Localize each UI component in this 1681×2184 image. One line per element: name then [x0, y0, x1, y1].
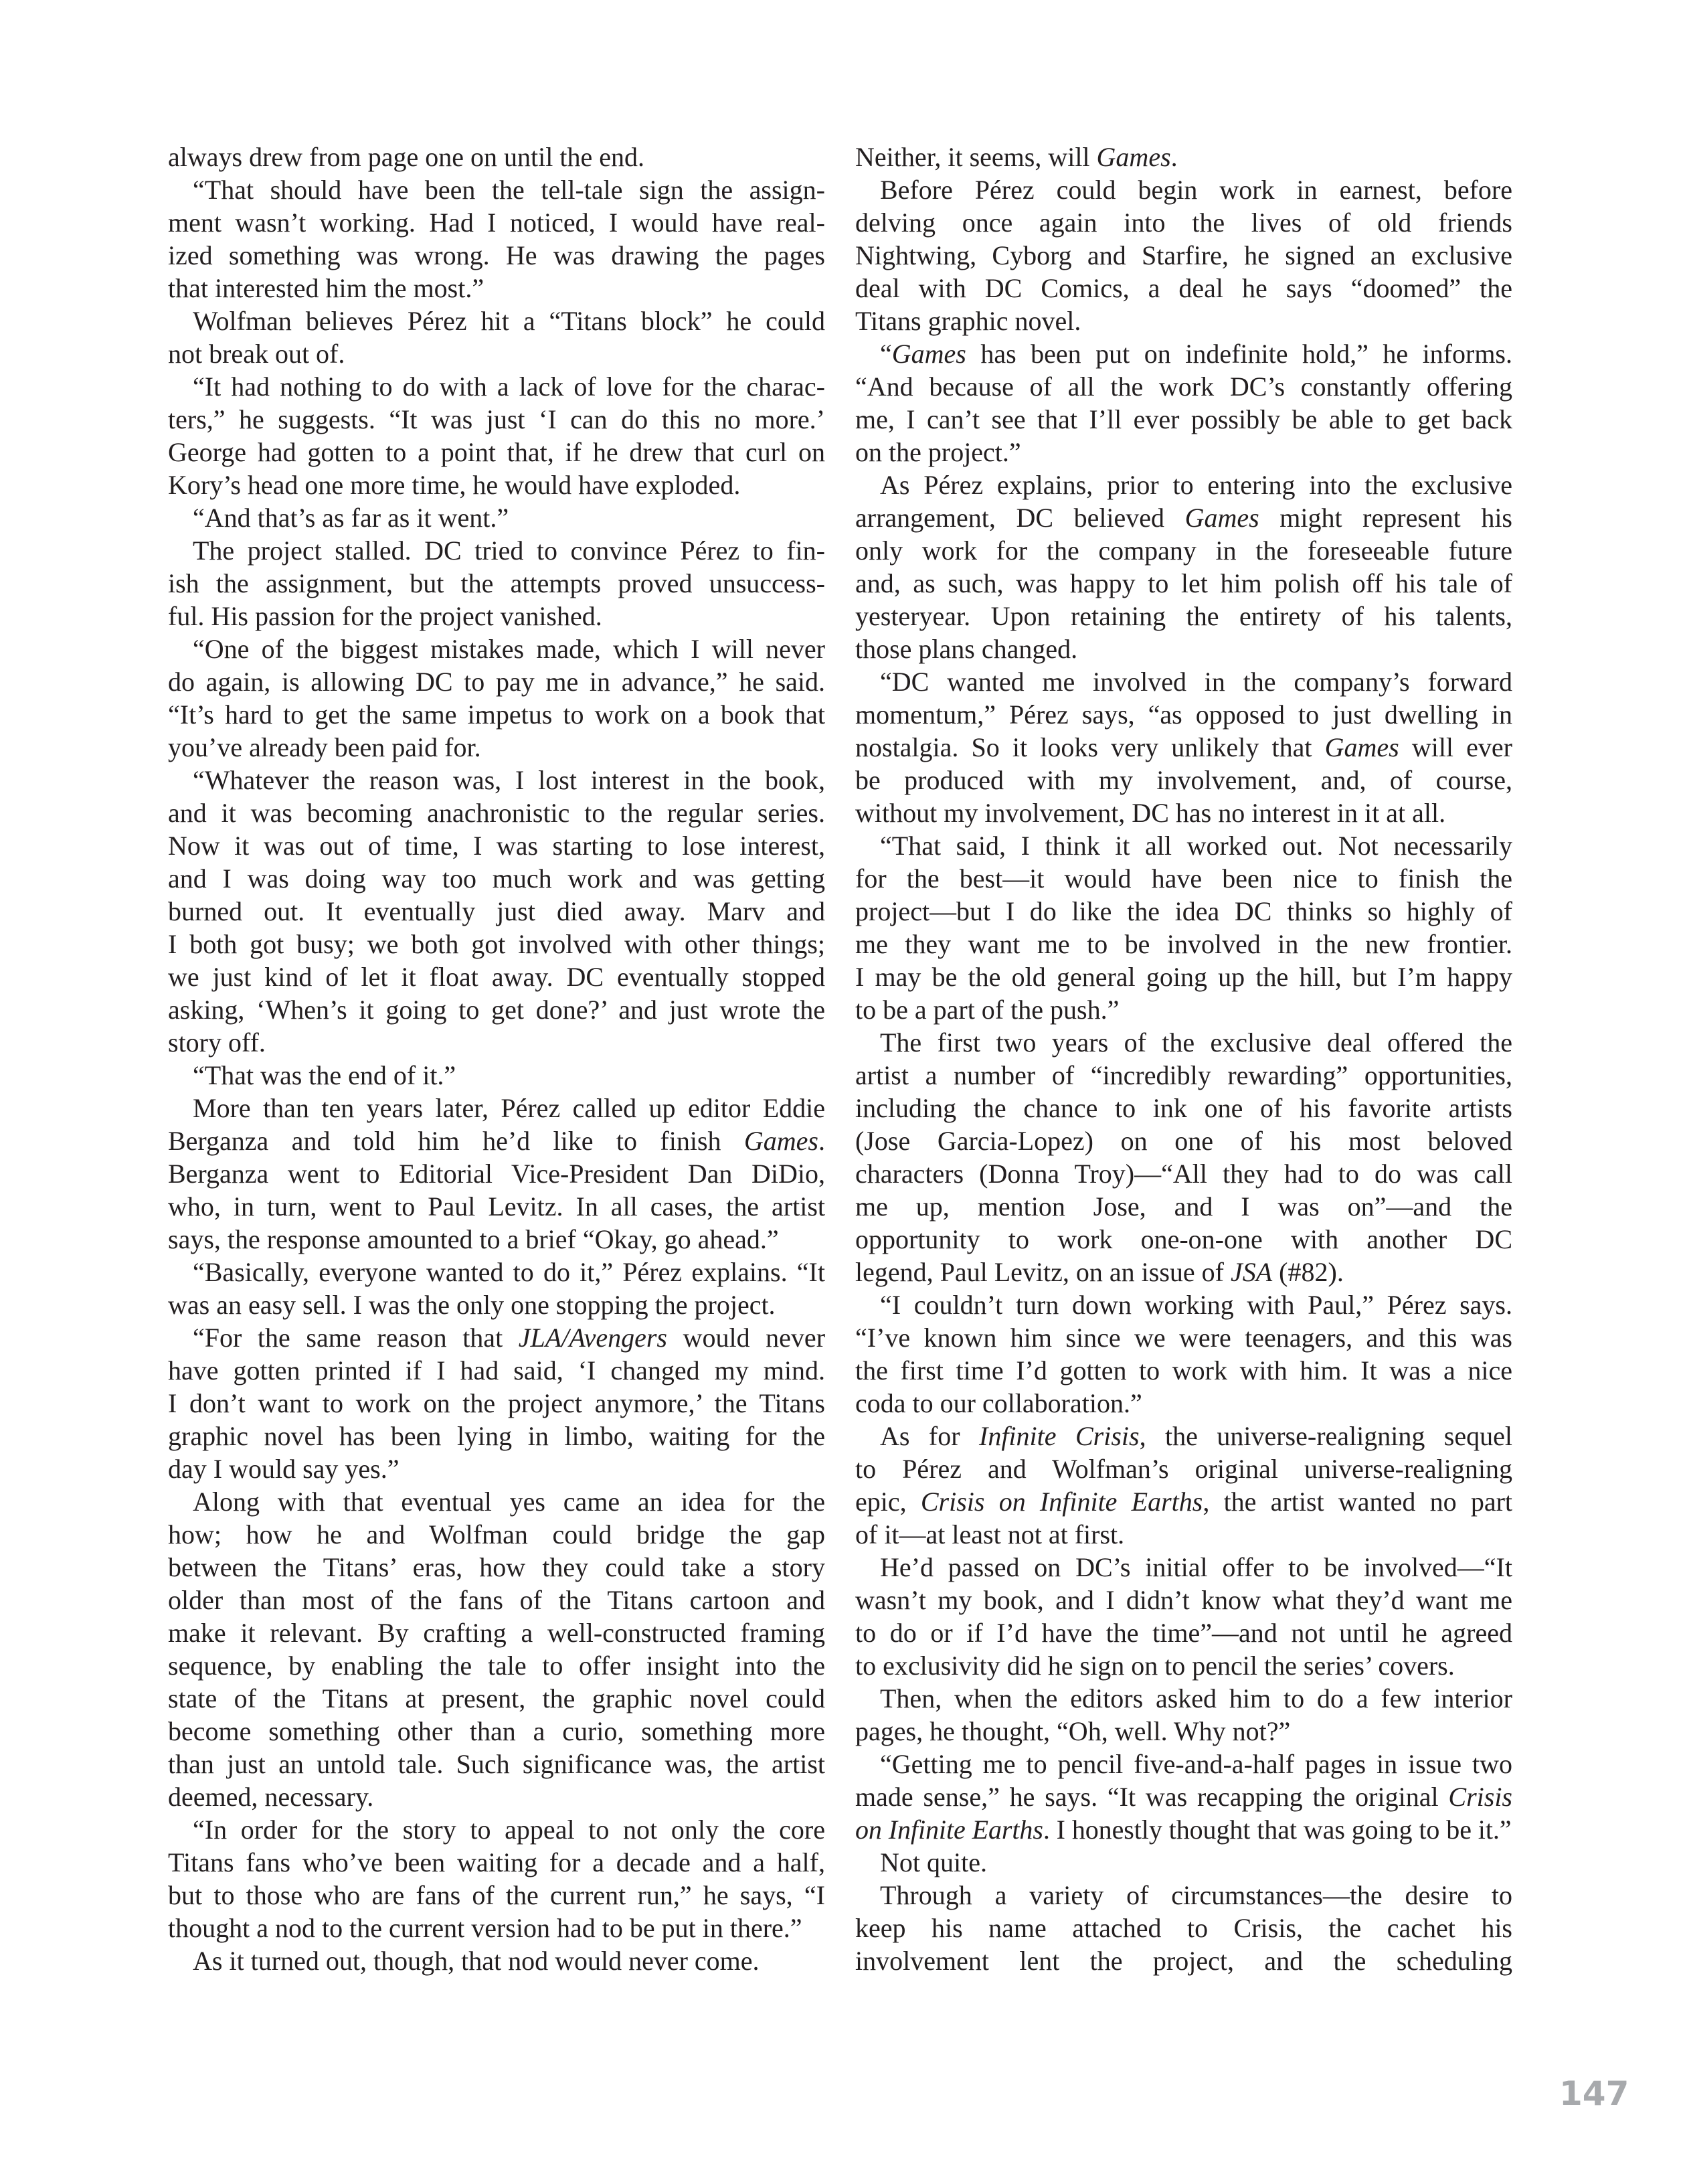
paragraph: [855, 1846, 1512, 1879]
text-line: keep his name attached to Crisis, the cachet his: [855, 1913, 1512, 1943]
text-line: was an easy sell. I was the only one stopping the project.: [168, 1290, 776, 1320]
text-line: me, I can’t see that I’ll ever possibly be able to get back: [855, 404, 1512, 434]
text-line: graphic novel has been lying in limbo, waiting for the: [168, 1421, 825, 1451]
text-line: but to those who are fans of the current run,” he says, “I: [168, 1880, 825, 1910]
text-line: do again, is allowing DC to pay me in advance,” he said.: [168, 667, 825, 697]
paragraph: [855, 829, 1512, 1026]
text-line: I don’t want to work on the project anymore,’ the Titans: [168, 1388, 825, 1418]
text-line: Nightwing, Cyborg and Starfire, he signed an exclusive: [855, 240, 1512, 270]
text-line: delving once again into the lives of old friends: [855, 207, 1512, 238]
italic-title: Crisis: [1448, 1782, 1512, 1812]
text-line: how; how he and Wolfman could bridge the gap: [168, 1519, 825, 1549]
text-line: sequence, by enabling the tale to offer insight into the: [168, 1651, 825, 1681]
text-line: “It’s hard to get the same impetus to work on a book that: [168, 699, 825, 730]
text-line: coda to our collaboration.”: [855, 1388, 1142, 1418]
text-line: ment wasn’t working. Had I noticed, I would have real-: [168, 207, 825, 238]
italic-title: Games: [891, 339, 966, 369]
text-line: says, the response amounted to a brief “Okay, go ahead.”: [168, 1224, 779, 1254]
text-line: momentum,” Pérez says, “as opposed to just dwelling in: [855, 699, 1512, 730]
text-line: yesteryear. Upon retaining the entirety of his talents,: [855, 601, 1512, 631]
italic-title: JLA/Avengers: [518, 1323, 667, 1353]
text-line: I both got busy; we both got involved with other things;: [168, 929, 825, 959]
italic-title: Games: [1184, 503, 1259, 533]
text-line: and it was becoming anachronistic to the regular series.: [168, 798, 825, 828]
text-line: Through a variety of circumstances—the desire to: [880, 1880, 1512, 1910]
paragraph: [168, 501, 825, 534]
text-line: He’d passed on DC’s initial offer to be involved—“It: [880, 1552, 1512, 1582]
text-line: not break out of.: [168, 339, 345, 369]
paragraph: [168, 1813, 825, 1944]
text-line: nostalgia. So it looks very unlikely that Games will ever: [855, 732, 1512, 762]
text-line: on the project.”: [855, 437, 1021, 467]
text-line: Titans graphic novel.: [855, 306, 1081, 336]
paragraph: [855, 1879, 1512, 1977]
text-line: ish the assignment, but the attempts proved unsuccess-: [168, 568, 825, 598]
italic-title: Crisis on Infinite Earths: [920, 1487, 1203, 1517]
text-line: legend, Paul Levitz, on an issue of JSA (#82).: [855, 1257, 1344, 1287]
text-line: “That said, I think it all worked out. Not necessarily: [880, 831, 1512, 861]
paragraph: [855, 1026, 1512, 1288]
text-line: project—but I do like the idea DC thinks so highly of: [855, 896, 1512, 926]
text-line: Berganza and told him he’d like to finish Games.: [168, 1126, 825, 1156]
text-line: Then, when the editors asked him to do a few interior: [880, 1683, 1512, 1713]
text-line: to do or if I’d have the time”—and not until he agreed: [855, 1618, 1512, 1648]
text-line: only work for the company in the foreseeable future: [855, 535, 1512, 566]
text-line: be produced with my involvement, and, of course,: [855, 765, 1512, 795]
paragraph: [168, 1256, 825, 1321]
text-line: “I’ve known him since we were teenagers, and this was: [855, 1323, 1512, 1353]
text-line: Before Pérez could begin work in earnest, before: [880, 175, 1512, 205]
text-line: “And because of all the work DC’s constantly offering: [855, 371, 1512, 402]
text-line: More than ten years later, Pérez called up editor Eddie: [193, 1093, 825, 1123]
paragraph: [168, 173, 825, 305]
text-line: burned out. It eventually just died away. Marv and: [168, 896, 825, 926]
paragraph: [168, 305, 825, 370]
text-line: “I couldn’t turn down working with Paul,” Pérez says.: [880, 1290, 1512, 1320]
paragraph: [168, 1485, 825, 1813]
text-line: always drew from page one on until the end.: [168, 142, 645, 172]
text-line: “That was the end of it.”: [193, 1060, 456, 1090]
italic-title: JSA: [1230, 1257, 1273, 1287]
page-number: 147: [1559, 2074, 1629, 2113]
italic-title: Games: [1324, 732, 1399, 762]
text-line: made sense,” he says. “It was recapping the original Crisis: [855, 1782, 1512, 1812]
paragraph: [168, 1092, 825, 1256]
text-line: including the chance to ink one of his favorite artists: [855, 1093, 1512, 1123]
text-line: Wolfman believes Pérez hit a “Titans block” he could: [193, 306, 825, 336]
text-line: thought a nod to the current version had to be put in there.”: [168, 1913, 802, 1943]
text-line: characters (Donna Troy)—“All they had to do was call: [855, 1159, 1512, 1189]
paragraph: [168, 633, 825, 764]
text-line: deemed, necessary.: [168, 1782, 374, 1812]
text-line: and I was doing way too much work and was getting: [168, 863, 825, 894]
text-line: to exclusivity did he sign on to pencil the series’ covers.: [855, 1651, 1455, 1681]
paragraph: [168, 764, 825, 1059]
text-line: me they want me to be involved in the new frontier.: [855, 929, 1512, 959]
text-line: ters,” he suggests. “It was just ‘I can do this no more.’: [168, 404, 825, 434]
text-line: George had gotten to a point that, if he drew that curl on: [168, 437, 825, 467]
text-line: than just an untold tale. Such significance was, the artist: [168, 1749, 825, 1779]
paragraph: [168, 370, 825, 501]
paragraph: [855, 1420, 1512, 1551]
paragraph: [168, 1321, 825, 1485]
text-line: epic, Crisis on Infinite Earths, the artist wanted no part: [855, 1487, 1513, 1517]
text-line: story off.: [168, 1027, 266, 1058]
text-line: have gotten printed if I had said, ‘I changed my mind.: [168, 1355, 825, 1385]
text-line: become something other than a curio, something more: [168, 1716, 825, 1746]
text-line: Along with that eventual yes came an idea for the: [193, 1487, 825, 1517]
text-line: (Jose Garcia-Lopez) on one of his most beloved: [855, 1126, 1512, 1156]
text-line: day I would say yes.”: [168, 1454, 400, 1484]
text-line: pages, he thought, “Oh, well. Why not?”: [855, 1716, 1291, 1746]
text-line: As Pérez explains, prior to entering into the exclusive: [880, 470, 1512, 500]
paragraph: [168, 1944, 825, 1977]
text-line: I may be the old general going up the hill, but I’m happy: [855, 962, 1512, 992]
italic-title: Games: [1096, 142, 1171, 172]
text-line: on Infinite Earths. I honestly thought that was going to be it.”: [855, 1815, 1512, 1845]
text-line: opportunity to work one-on-one with another DC: [855, 1224, 1512, 1254]
text-line: the first time I’d gotten to work with him. It was a nice: [855, 1355, 1512, 1385]
text-line: “For the same reason that JLA/Avengers would never: [193, 1323, 826, 1353]
paragraph: [168, 1059, 825, 1092]
paragraph: [855, 141, 1512, 173]
text-line: involvement lent the project, and the scheduling: [855, 1946, 1512, 1976]
text-line: Not quite.: [880, 1847, 987, 1877]
paragraph: [855, 469, 1512, 665]
text-line: for the best—it would have been nice to finish the: [855, 863, 1512, 894]
text-line: asking, ‘When’s it going to get done?’ and just wrote the: [168, 995, 825, 1025]
text-line: “Whatever the reason was, I lost interest in the book,: [193, 765, 825, 795]
text-line: “Getting me to pencil five-and-a-half pages in issue two: [880, 1749, 1512, 1779]
italic-title: on Infinite Earths: [855, 1815, 1043, 1845]
paragraph: [855, 665, 1512, 829]
text-line: Berganza went to Editorial Vice-President Dan DiDio,: [168, 1159, 825, 1189]
text-line: “One of the biggest mistakes made, which I will never: [193, 634, 825, 664]
text-line: and, as such, was happy to let him polish off his tale of: [855, 568, 1512, 598]
text-line: wasn’t my book, and I didn’t know what they’d want me: [855, 1585, 1512, 1615]
paragraph: [855, 337, 1512, 469]
text-line: older than most of the fans of the Titans cartoon and: [168, 1585, 825, 1615]
italic-title: Infinite Crisis: [979, 1421, 1140, 1451]
text-line: between the Titans’ eras, how they could take a story: [168, 1552, 825, 1582]
paragraph: [855, 1748, 1512, 1846]
paragraph: [855, 173, 1512, 337]
text-line: deal with DC Comics, a deal he says “doomed” the: [855, 273, 1512, 303]
paragraph: [855, 1682, 1512, 1748]
text-line: The first two years of the exclusive deal offered the: [880, 1027, 1512, 1058]
text-line: state of the Titans at present, the graphic novel could: [168, 1683, 825, 1713]
text-line: Now it was out of time, I was starting to lose interest,: [168, 831, 825, 861]
text-line: who, in turn, went to Paul Levitz. In all cases, the artist: [168, 1191, 825, 1222]
text-line: Kory’s head one more time, he would have exploded.: [168, 470, 741, 500]
text-line: you’ve already been paid for.: [168, 732, 481, 762]
text-line: ful. His passion for the project vanished.: [168, 601, 602, 631]
text-line: “Basically, everyone wanted to do it,” Pérez explains. “It: [193, 1257, 825, 1287]
text-line: The project stalled. DC tried to convince Pérez to fin-: [193, 535, 825, 566]
text-line: make it relevant. By crafting a well-constructed framing: [168, 1618, 825, 1648]
text-line: without my involvement, DC has no interest in it at all.: [855, 798, 1446, 828]
paragraph: [168, 534, 825, 633]
text-line: “And that’s as far as it went.”: [193, 503, 509, 533]
text-line: those plans changed.: [855, 634, 1078, 664]
paragraph: [168, 141, 825, 173]
paragraph: [855, 1288, 1512, 1420]
text-line: to Pérez and Wolfman’s original universe-realigning: [855, 1454, 1512, 1484]
text-column-left: [168, 141, 825, 1977]
text-line: As for Infinite Crisis, the universe-realigning sequel: [880, 1421, 1512, 1451]
text-line: that interested him the most.”: [168, 273, 484, 303]
text-line: artist a number of “incredibly rewarding” opportunities,: [855, 1060, 1512, 1090]
text-line: As it turned out, though, that nod would never come.: [193, 1946, 760, 1976]
text-line: “DC wanted me involved in the company’s forward: [880, 667, 1512, 697]
italic-title: Games: [743, 1126, 818, 1156]
text-line: “It had nothing to do with a lack of love for the charac-: [193, 371, 825, 402]
paragraph: [855, 1551, 1512, 1682]
text-line: to be a part of the push.”: [855, 995, 1120, 1025]
text-column-right: [855, 141, 1512, 1977]
text-line: of it—at least not at first.: [855, 1519, 1125, 1549]
text-line: we just kind of let it float away. DC eventually stopped: [168, 962, 825, 992]
text-line: Titans fans who’ve been waiting for a decade and a half,: [168, 1847, 825, 1877]
text-line: “In order for the story to appeal to not only the core: [193, 1815, 825, 1845]
text-line: arrangement, DC believed Games might represent his: [855, 503, 1512, 533]
text-line: ized something was wrong. He was drawing the pages: [168, 240, 825, 270]
text-line: Neither, it seems, will Games.: [855, 142, 1178, 172]
text-line: “Games has been put on indefinite hold,” he informs.: [880, 339, 1512, 369]
text-line: “That should have been the tell-tale sign the assign-: [193, 175, 825, 205]
text-line: me up, mention Jose, and I was on”—and the: [855, 1191, 1512, 1222]
